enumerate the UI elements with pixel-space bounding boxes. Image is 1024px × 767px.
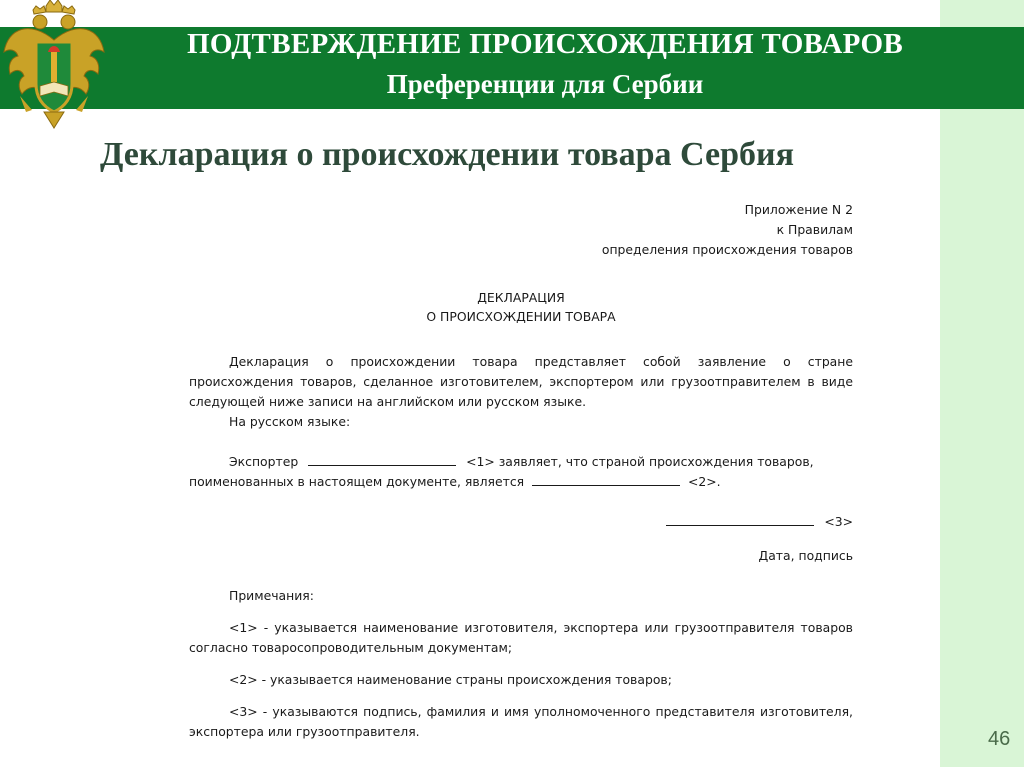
exporter-line2-text: поименованных в настоящем документе, является: [189, 474, 525, 489]
note-1: <1> - указывается наименование изготовителя, экспортера или грузоотправителя товаров согласно товаросопроводительным документам;: [189, 620, 853, 655]
declaration-title: [189, 288, 853, 326]
appendix-line: к Правилам: [776, 222, 853, 237]
intro-paragraph: Декларация о происхождении товара представляет собой заявление о стране происхождения товаров, сделанное изготовителем, экспортером или грузоотправителем в виде следующей ниже записи на английском или русском языке.: [189, 354, 853, 409]
declaration-title-line: ДЕКЛАРАЦИЯ: [477, 290, 565, 305]
header-subtitle: Преференции для Сербии: [386, 69, 704, 99]
slide-heading: Декларация о происхождении товара Сербия: [100, 136, 794, 173]
exporter-word: Экспортер: [229, 454, 299, 469]
footnote-mark-3: <3>: [824, 514, 853, 529]
exporter-statement-line2: [189, 472, 853, 492]
language-label: На русском языке:: [229, 414, 351, 429]
note-2: <2> - указывается наименование страны происхождения товаров;: [229, 672, 672, 687]
appendix-reference: [189, 200, 853, 260]
declaration-document: [189, 200, 853, 742]
footnote-mark-2: <2>.: [688, 474, 721, 489]
country-blank: [532, 472, 680, 486]
signature-blank: [666, 512, 814, 526]
date-signature-label: Дата, подпись: [758, 548, 853, 563]
right-side-strip: [940, 0, 1024, 767]
customs-emblem-icon: [0, 0, 108, 134]
appendix-line: Приложение N 2: [744, 202, 853, 217]
notes-label: Примечания:: [229, 588, 314, 603]
exporter-statement: [189, 452, 853, 472]
exporter-blank: [308, 452, 456, 466]
footnote-mark-1: <1>: [466, 454, 495, 469]
appendix-line: определения происхождения товаров: [601, 242, 853, 257]
signature-line: [189, 512, 853, 532]
header-title: ПОДТВЕРЖДЕНИЕ ПРОИСХОЖДЕНИЯ ТОВАРОВ: [187, 28, 903, 60]
page-number: 46: [988, 728, 1011, 750]
declaration-title-line: О ПРОИСХОЖДЕНИИ ТОВАРА: [426, 309, 616, 324]
exporter-statement-text: заявляет, что страной происхождения товаров,: [498, 454, 814, 469]
note-3: <3> - указываются подпись, фамилия и имя уполномоченного представителя изготовителя, экспортера или грузоотправителя.: [189, 704, 853, 739]
